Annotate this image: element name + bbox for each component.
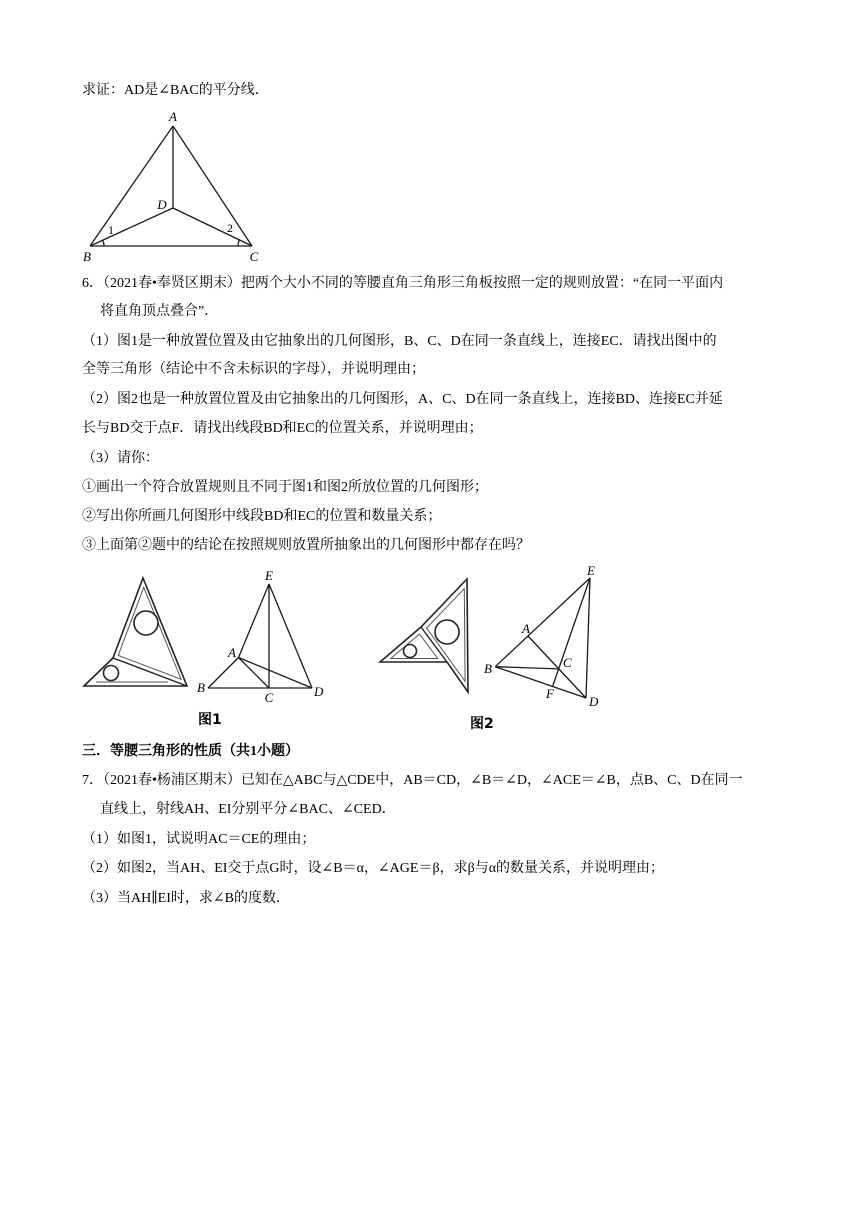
label-c: C [249, 249, 259, 264]
problem6-q3-item3: ③上面第②题中的结论在按照规则放置所抽象出的几何图形中都存在吗？ [82, 538, 530, 553]
problem6-q1-line2: 全等三角形（结论中不含未标识的字母），并说明理由； [82, 362, 425, 377]
label-d: D [157, 197, 167, 212]
section3-heading: 三．等腰三角形的性质（共1小题） [82, 744, 299, 759]
segment-ef [553, 578, 590, 687]
figure-triangle-abc [78, 105, 270, 270]
figure1-set-squares [78, 572, 194, 694]
label-b: B [197, 680, 205, 695]
angle-1-arc [103, 240, 104, 246]
problem7-line1: 7．（2021春•杨浦区期末）已知在△ABC与△CDE中，AB＝CD，∠B＝∠D，∠ACE＝∠B，点B、C、D在同一 [82, 773, 743, 788]
figure2-set-squares [374, 572, 474, 698]
label-a: A [522, 621, 530, 636]
label-a: A [228, 645, 236, 660]
proof-statement: 求证：AD是∠BAC的平分线． [82, 83, 269, 98]
problem6-q2-line1: （2）图2也是一种放置位置及由它抽象出的几何图形，A、C、D在同一条直线上，连接BD、连接EC并延 [82, 392, 723, 407]
figure1-caption: 图1 [198, 712, 222, 728]
label-d: D [314, 684, 324, 699]
problem6-q1-line1: （1）图1是一种放置位置及由它抽象出的几何图形，B、C、D在同一条直线上，连接EC．请找出图中的 [82, 334, 717, 349]
label-a: A [169, 109, 177, 124]
segment-be [495, 578, 590, 667]
large-set-square-hole [435, 620, 459, 644]
segment-ac [173, 126, 252, 246]
angle-2-label: 2 [227, 221, 233, 235]
angle-2-arc [238, 240, 239, 246]
figure1-geometry [195, 562, 335, 707]
figure2-caption: 图2 [470, 716, 494, 732]
problem6-q3: （3）请你： [82, 451, 159, 466]
set-square-outline [84, 578, 187, 686]
label-b: B [83, 249, 91, 264]
segment-ae [239, 584, 270, 658]
segment-ab [90, 126, 173, 246]
segment-ed [586, 578, 590, 698]
problem6-line2: 将直角顶点叠合”． [100, 304, 219, 319]
small-set-square-hole [104, 666, 119, 681]
label-b: B [484, 661, 492, 676]
label-c: C [563, 655, 572, 670]
angle-1-label: 1 [108, 223, 114, 237]
large-set-square-hole [134, 611, 158, 635]
problem7-q2: （2）如图2，当AH、EI交于点G时，设∠B＝α，∠AGE＝β，求β与α的数量关系，并说明理由； [82, 861, 665, 876]
problem7-q1: （1）如图1，试说明AC＝CE的理由； [82, 832, 316, 847]
problem7-q3: （3）当AH∥EI时，求∠B的度数． [82, 891, 290, 906]
problem7-line2: 直线上，射线AH、EI分别平分∠BAC、∠CED． [100, 802, 396, 817]
label-d: D [589, 694, 599, 709]
segment-bd [495, 667, 586, 698]
label-f: F [546, 686, 554, 701]
problem6-line1: 6．（2021春•奉贤区期末）把两个大小不同的等腰直角三角形三角板按照一定的规则放置：“在同一平面内 [82, 276, 724, 291]
figure2-geometry [482, 560, 610, 712]
segment-ab [208, 658, 239, 689]
segment-ad [528, 636, 586, 698]
problem6-q3-item1: ①画出一个符合放置规则且不同于图1和图2所放位置的几何图形； [82, 480, 488, 495]
label-c: C [264, 690, 274, 705]
problem6-q2-line2: 长与BD交于点F．请找出线段BD和EC的位置关系，并说明理由； [82, 421, 483, 436]
small-set-square-hole [404, 645, 417, 658]
problem6-q3-item2: ②写出你所画几何图形中线段BD和EC的位置和数量关系； [82, 509, 442, 524]
segment-ac [239, 658, 270, 689]
label-e: E [265, 568, 273, 583]
label-e: E [587, 563, 595, 578]
segment-bc [495, 667, 559, 669]
